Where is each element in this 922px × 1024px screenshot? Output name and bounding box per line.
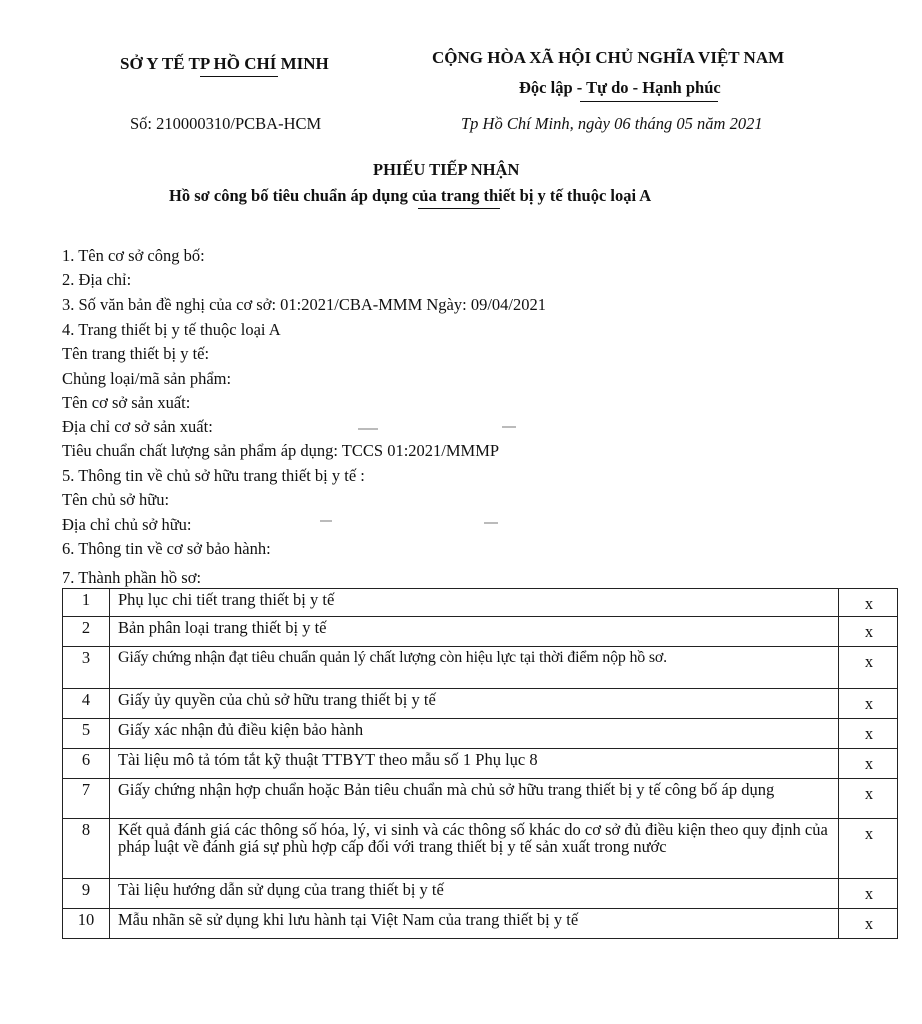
field-address: 2. Địa chỉ:	[62, 270, 132, 289]
row-number: 10	[63, 909, 110, 939]
row-description: Tài liệu mô tả tóm tắt kỹ thuật TTBYT theo mẫu số 1 Phụ lục 8	[110, 749, 839, 779]
row-number: 6	[63, 749, 110, 779]
motto-underline	[580, 101, 718, 102]
row-check-mark: x	[839, 647, 898, 689]
redaction-mark	[320, 520, 332, 522]
table-row	[63, 779, 898, 819]
row-check-mark: x	[839, 589, 898, 617]
row-check-mark: x	[839, 689, 898, 719]
row-number: 8	[63, 819, 110, 879]
table-row	[63, 719, 898, 749]
field-manufacturer: Tên cơ sở sản xuất:	[62, 393, 191, 412]
org-underline	[200, 76, 278, 77]
row-check-mark: x	[839, 749, 898, 779]
row-description: Tài liệu hướng dẫn sử dụng của trang thiết bị y tế	[110, 879, 839, 909]
national-motto: Độc lập - Tự do - Hạnh phúc	[519, 78, 721, 97]
table-row	[63, 909, 898, 939]
table-row	[63, 749, 898, 779]
row-description: Giấy ủy quyền của chủ sở hữu trang thiết bị y tế	[110, 689, 839, 719]
row-description: Phụ lục chi tiết trang thiết bị y tế	[110, 589, 839, 617]
field-device-name: Tên trang thiết bị y tế:	[62, 344, 210, 363]
subtitle-underline	[418, 208, 500, 209]
redaction-mark	[502, 426, 516, 428]
row-description: Mẫu nhãn sẽ sử dụng khi lưu hành tại Việt Nam của trang thiết bị y tế	[110, 909, 839, 939]
field-product-code: Chủng loại/mã sản phẩm:	[62, 369, 232, 388]
row-check-mark: x	[839, 879, 898, 909]
table-row	[63, 819, 898, 879]
row-description: Giấy chứng nhận đạt tiêu chuẩn quản lý chất lượng còn hiệu lực tại thời điểm nộp hồ sơ.	[110, 647, 839, 689]
field-dossier-components: 7. Thành phần hồ sơ:	[62, 568, 202, 587]
field-quality-standard: Tiêu chuẩn chất lượng sản phẩm áp dụng: TCCS 01:2021/MMMP	[62, 441, 500, 460]
table-row	[63, 879, 898, 909]
row-check-mark: x	[839, 819, 898, 879]
place-date: Tp Hồ Chí Minh, ngày 06 tháng 05 năm 2021	[461, 114, 763, 133]
national-title: CỘNG HÒA XÃ HỘI CHỦ NGHĨA VIỆT NAM	[432, 48, 785, 67]
row-check-mark: x	[839, 617, 898, 647]
field-request-document: 3. Số văn bản đề nghị của cơ sở: 01:2021/CBA-MMM Ngày: 09/04/2021	[62, 295, 547, 314]
field-warranty-info: 6. Thông tin về cơ sở bảo hành:	[62, 539, 271, 558]
field-owner-address: Địa chỉ chủ sở hữu:	[62, 515, 192, 534]
row-check-mark: x	[839, 779, 898, 819]
field-device-class-a: 4. Trang thiết bị y tế thuộc loại A	[62, 320, 281, 339]
row-number: 2	[63, 617, 110, 647]
row-number: 4	[63, 689, 110, 719]
table-row	[63, 647, 898, 689]
document-number: Số: 210000310/PCBA-HCM	[130, 114, 322, 133]
row-number: 9	[63, 879, 110, 909]
row-number: 3	[63, 647, 110, 689]
redaction-mark	[484, 522, 498, 524]
row-number: 1	[63, 589, 110, 617]
row-description: Giấy chứng nhận hợp chuẩn hoặc Bản tiêu chuẩn mà chủ sở hữu trang thiết bị y tế công bố áp dụng	[110, 779, 839, 819]
row-description: Giấy xác nhận đủ điều kiện bảo hành	[110, 719, 839, 749]
field-owner-name: Tên chủ sở hữu:	[62, 490, 170, 509]
table-row	[63, 689, 898, 719]
field-reporting-facility: 1. Tên cơ sở công bố:	[62, 246, 205, 265]
row-check-mark: x	[839, 719, 898, 749]
field-manufacturer-address: Địa chỉ cơ sở sản xuất:	[62, 417, 213, 436]
row-description: Kết quả đánh giá các thông số hóa, lý, vi sinh và các thông số khác do cơ sở đủ điều kiện theo quy định của pháp luật về đánh giá sự phù hợp cấp đối với trang thiết bị y tế sản xuất trong nước	[110, 819, 839, 879]
table-row	[63, 617, 898, 647]
form-subtitle: Hồ sơ công bố tiêu chuẩn áp dụng của trang thiết bị y tế thuộc loại A	[169, 186, 652, 205]
row-number: 7	[63, 779, 110, 819]
dossier-components-table	[62, 588, 898, 939]
field-owner-info: 5. Thông tin về chủ sở hữu trang thiết bị y tế :	[62, 466, 365, 485]
redaction-mark	[358, 428, 378, 430]
row-description: Bản phân loại trang thiết bị y tế	[110, 617, 839, 647]
issuing-org: SỞ Y TẾ TP HỒ CHÍ MINH	[120, 54, 329, 73]
row-number: 5	[63, 719, 110, 749]
row-check-mark: x	[839, 909, 898, 939]
form-title: PHIẾU TIẾP NHẬN	[373, 160, 520, 179]
table-row	[63, 589, 898, 617]
